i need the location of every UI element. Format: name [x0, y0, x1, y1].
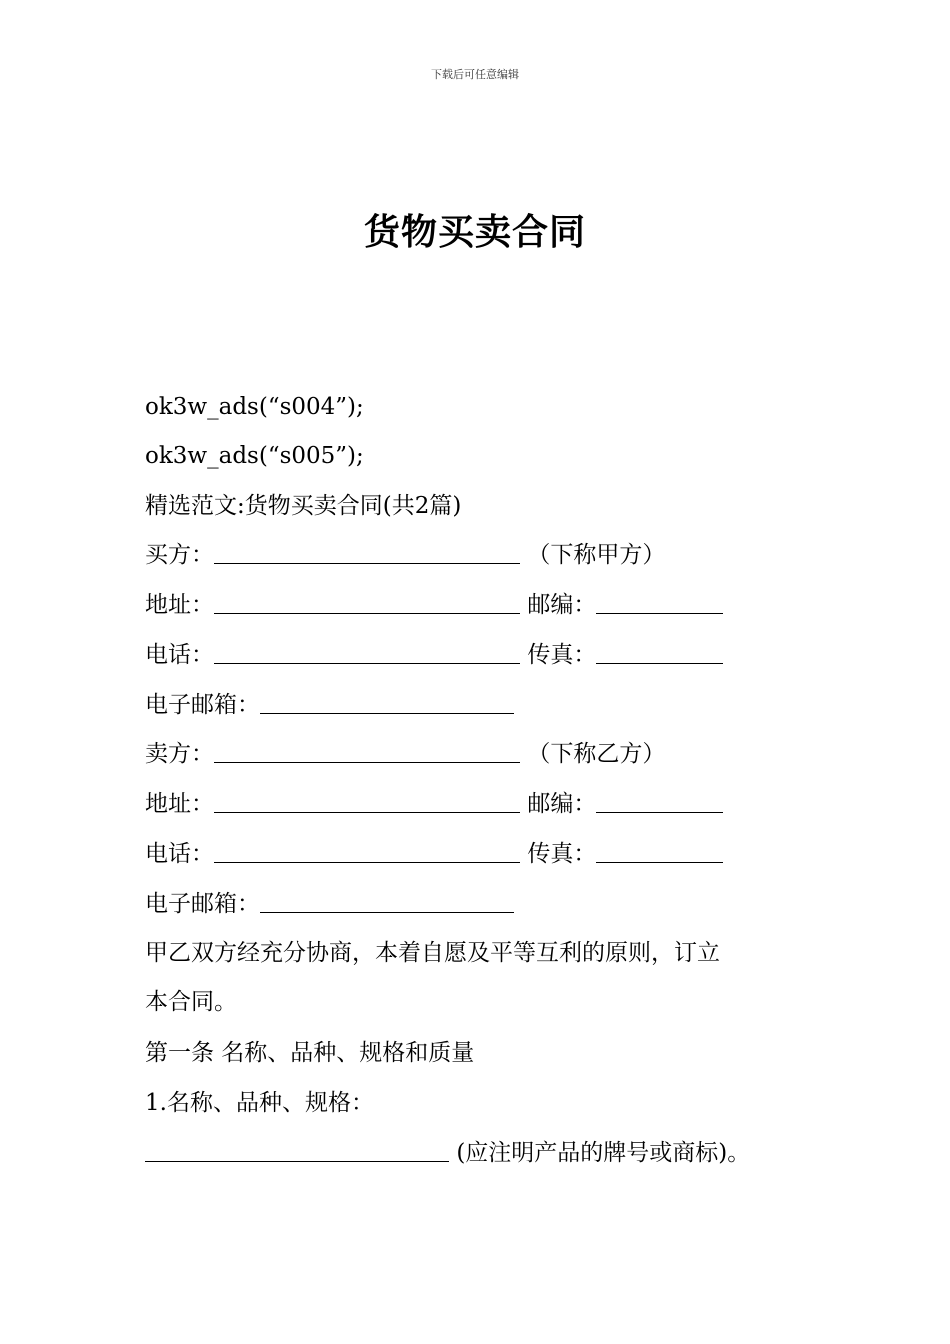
buyer-fax-blank[interactable]	[596, 641, 723, 664]
email-label: 电子邮箱：	[145, 692, 260, 718]
fax-label: 传真：	[527, 841, 597, 867]
address-label: 地址：	[145, 791, 214, 817]
buyer-email-line	[145, 690, 514, 720]
email-label: 电子邮箱：	[145, 891, 260, 917]
seller-email-line	[145, 889, 514, 919]
phone-label: 电话：	[145, 642, 214, 668]
seller-email-blank[interactable]	[260, 890, 514, 913]
buyer-note: （下称甲方）	[527, 542, 666, 568]
buyer-label: 买方：	[145, 542, 214, 568]
buyer-phone-line	[145, 640, 723, 670]
seller-note: （下称乙方）	[527, 741, 666, 767]
seller-line	[145, 739, 665, 769]
seller-blank[interactable]	[214, 740, 520, 763]
item-1-fill-line	[145, 1138, 750, 1168]
buyer-blank[interactable]	[214, 541, 520, 564]
intro-line-1: 甲乙双方经充分协商，本着自愿及平等互利的原则，订立	[145, 940, 720, 966]
seller-address-line	[145, 789, 723, 819]
buyer-email-blank[interactable]	[260, 691, 514, 714]
fax-label: 传真：	[527, 642, 597, 668]
seller-phone-blank[interactable]	[214, 840, 520, 863]
seller-phone-line	[145, 839, 723, 869]
buyer-postcode-blank[interactable]	[596, 591, 723, 614]
item-1-label: 1.名称、品种、规格：	[145, 1090, 374, 1116]
header-note: 下载后可任意编辑	[431, 68, 519, 81]
address-label: 地址：	[145, 592, 214, 618]
seller-fax-blank[interactable]	[596, 840, 723, 863]
seller-label: 卖方：	[145, 741, 214, 767]
intro-line-2: 本合同。	[145, 989, 237, 1015]
buyer-address-blank[interactable]	[214, 591, 520, 614]
ads-line-1: ok3w_ads(“s004”);	[145, 394, 364, 420]
ads-line-2: ok3w_ads(“s005”);	[145, 443, 364, 469]
postcode-label: 邮编：	[527, 592, 597, 618]
buyer-line	[145, 540, 665, 570]
postcode-label: 邮编：	[527, 791, 597, 817]
buyer-address-line	[145, 590, 723, 620]
buyer-phone-blank[interactable]	[214, 641, 520, 664]
item-1-note: (应注明产品的牌号或商标)。	[456, 1140, 751, 1166]
seller-address-blank[interactable]	[214, 790, 520, 813]
item-1-blank[interactable]	[145, 1139, 449, 1162]
document-title: 货物买卖合同	[363, 211, 586, 253]
subtitle-line: 精选范文:货物买卖合同(共2篇)	[145, 493, 462, 519]
phone-label: 电话：	[145, 841, 214, 867]
article-1-heading: 第一条 名称、品种、规格和质量	[145, 1040, 475, 1066]
seller-postcode-blank[interactable]	[596, 790, 723, 813]
